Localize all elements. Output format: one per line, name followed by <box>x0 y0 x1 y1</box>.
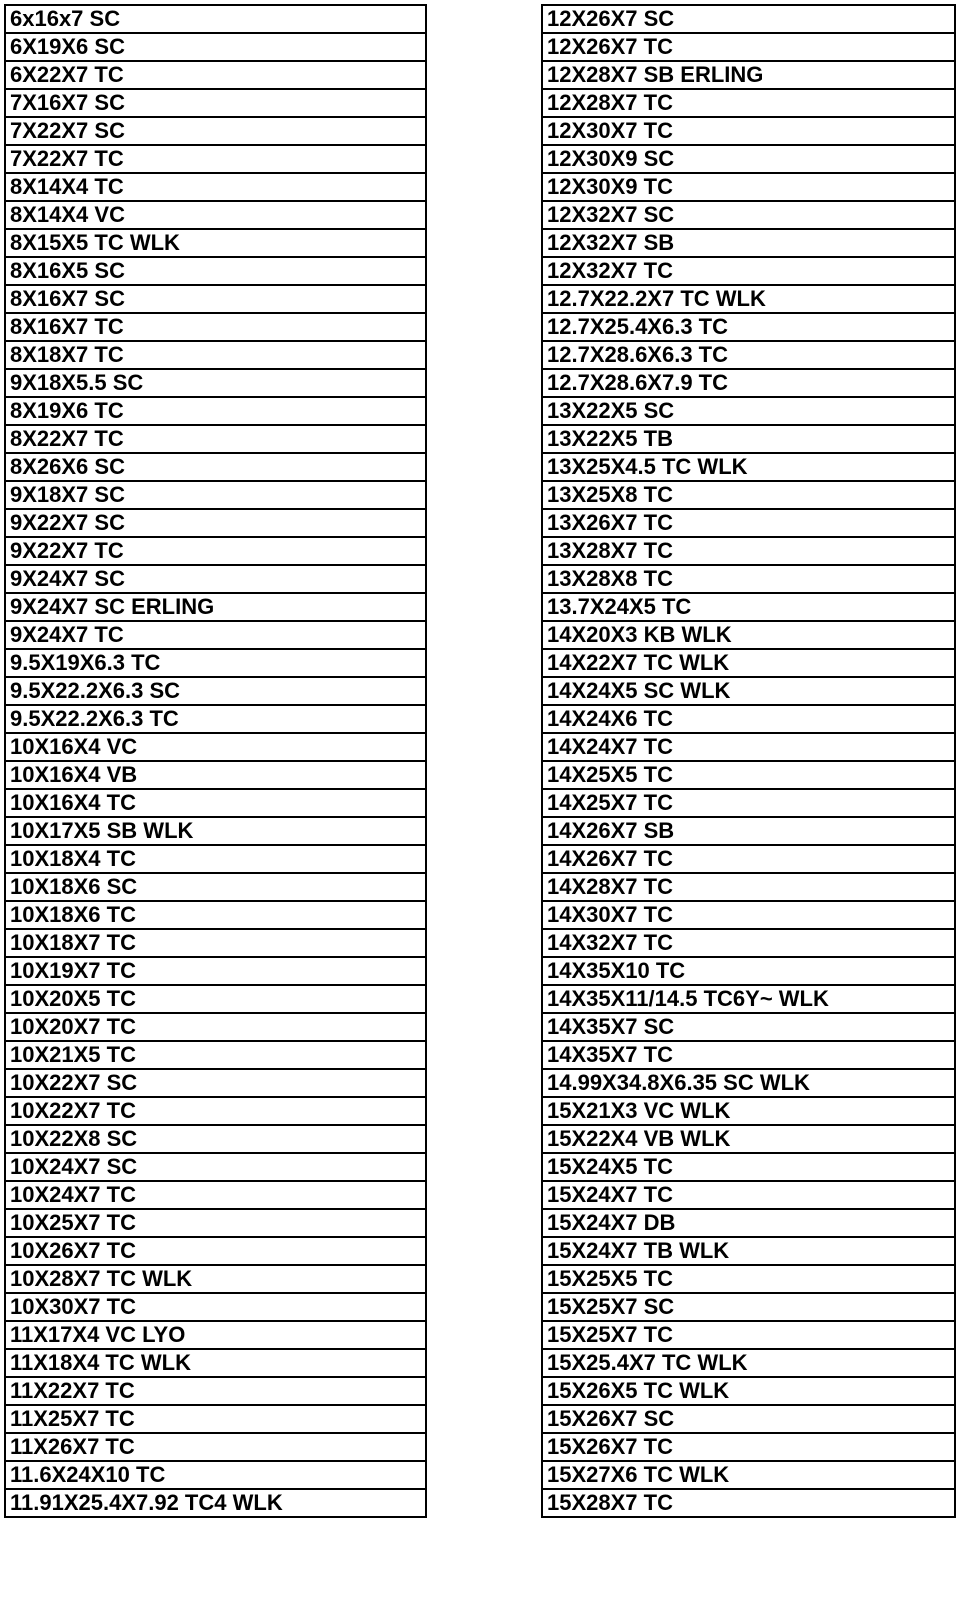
right-table-row <box>542 1181 955 1209</box>
right-part-cell: 15X28X7 TC <box>542 1489 955 1517</box>
left-part-cell: 11X25X7 TC <box>5 1405 426 1433</box>
right-table-row <box>542 229 955 257</box>
right-table-row <box>542 901 955 929</box>
left-part-cell: 6X19X6 SC <box>5 33 426 61</box>
right-table-row <box>542 341 955 369</box>
left-part-cell: 8X14X4 TC <box>5 173 426 201</box>
right-part-cell: 14X26X7 SB <box>542 817 955 845</box>
right-part-cell: 15X24X7 DB <box>542 1209 955 1237</box>
left-part-cell: 10X19X7 TC <box>5 957 426 985</box>
left-table-row <box>5 1433 426 1461</box>
left-part-cell: 10X30X7 TC <box>5 1293 426 1321</box>
right-table-row <box>542 5 955 33</box>
left-part-cell: 11X17X4 VC LYO <box>5 1321 426 1349</box>
left-table-row <box>5 397 426 425</box>
right-part-cell: 15X25X7 SC <box>542 1293 955 1321</box>
left-part-cell: 9.5X19X6.3 TC <box>5 649 426 677</box>
right-table-row <box>542 1265 955 1293</box>
left-table-row <box>5 229 426 257</box>
left-part-cell: 8X18X7 TC <box>5 341 426 369</box>
right-table-row <box>542 761 955 789</box>
left-part-cell: 10X16X4 TC <box>5 789 426 817</box>
right-part-cell: 12.7X28.6X6.3 TC <box>542 341 955 369</box>
left-part-cell: 10X18X7 TC <box>5 929 426 957</box>
right-table-row <box>542 1097 955 1125</box>
right-part-cell: 14X24X6 TC <box>542 705 955 733</box>
left-table-row <box>5 1237 426 1265</box>
right-table-row <box>542 313 955 341</box>
left-table-row <box>5 789 426 817</box>
right-table-row <box>542 929 955 957</box>
right-table-row <box>542 1405 955 1433</box>
left-table-row <box>5 1321 426 1349</box>
right-part-cell: 14X28X7 TC <box>542 873 955 901</box>
right-part-cell: 13X25X8 TC <box>542 481 955 509</box>
right-part-cell: 13X28X7 TC <box>542 537 955 565</box>
right-table-row <box>542 453 955 481</box>
right-part-cell: 15X21X3 VC WLK <box>542 1097 955 1125</box>
right-table-row <box>542 369 955 397</box>
right-part-cell: 12X30X7 TC <box>542 117 955 145</box>
left-part-cell: 10X16X4 VC <box>5 733 426 761</box>
left-table-row <box>5 649 426 677</box>
left-table-row <box>5 593 426 621</box>
right-part-cell: 12X30X9 SC <box>542 145 955 173</box>
left-part-cell: 9.5X22.2X6.3 SC <box>5 677 426 705</box>
left-table-row <box>5 369 426 397</box>
left-table-row <box>5 1209 426 1237</box>
right-table-row <box>542 509 955 537</box>
right-part-cell: 14X26X7 TC <box>542 845 955 873</box>
right-part-cell: 13X22X5 SC <box>542 397 955 425</box>
right-part-cell: 13.7X24X5 TC <box>542 593 955 621</box>
left-part-cell: 8X15X5 TC WLK <box>5 229 426 257</box>
left-table-row <box>5 621 426 649</box>
left-part-cell: 10X21X5 TC <box>5 1041 426 1069</box>
right-part-cell: 12X32X7 TC <box>542 257 955 285</box>
left-part-cell: 7X16X7 SC <box>5 89 426 117</box>
right-table-row <box>542 873 955 901</box>
right-table-row <box>542 425 955 453</box>
right-part-cell: 14X35X7 SC <box>542 1013 955 1041</box>
left-table-row <box>5 705 426 733</box>
right-part-cell: 14X35X10 TC <box>542 957 955 985</box>
right-part-cell: 14X25X5 TC <box>542 761 955 789</box>
right-table-row <box>542 257 955 285</box>
right-part-cell: 14X30X7 TC <box>542 901 955 929</box>
left-table-row <box>5 33 426 61</box>
right-part-cell: 15X25X5 TC <box>542 1265 955 1293</box>
left-part-cell: 11X26X7 TC <box>5 1433 426 1461</box>
right-column-body <box>542 5 955 1517</box>
left-table-row <box>5 873 426 901</box>
right-part-cell: 15X27X6 TC WLK <box>542 1461 955 1489</box>
left-table-row <box>5 1461 426 1489</box>
right-part-cell: 14X35X11/14.5 TC6Y~ WLK <box>542 985 955 1013</box>
left-part-cell: 8X16X7 TC <box>5 313 426 341</box>
right-table-row <box>542 677 955 705</box>
right-part-cell: 12X26X7 TC <box>542 33 955 61</box>
left-part-cell: 8X26X6 SC <box>5 453 426 481</box>
right-table-row <box>542 733 955 761</box>
left-table-row <box>5 1097 426 1125</box>
left-part-cell: 9.5X22.2X6.3 TC <box>5 705 426 733</box>
left-table-row <box>5 985 426 1013</box>
right-part-cell: 12X30X9 TC <box>542 173 955 201</box>
right-part-cell: 14X35X7 TC <box>542 1041 955 1069</box>
left-table-row <box>5 1405 426 1433</box>
right-table-row <box>542 1489 955 1517</box>
right-part-cell: 15X26X7 TC <box>542 1433 955 1461</box>
left-table-row <box>5 1125 426 1153</box>
left-part-cell: 9X18X7 SC <box>5 481 426 509</box>
left-table-row <box>5 1181 426 1209</box>
right-table-row <box>542 201 955 229</box>
right-table-row <box>542 1069 955 1097</box>
left-table-row <box>5 901 426 929</box>
left-table-row <box>5 1349 426 1377</box>
left-table-row <box>5 1265 426 1293</box>
right-part-cell: 12X26X7 SC <box>542 5 955 33</box>
left-table-row <box>5 285 426 313</box>
left-part-cell: 9X24X7 SC ERLING <box>5 593 426 621</box>
left-table-row <box>5 1013 426 1041</box>
left-table-row <box>5 1153 426 1181</box>
right-part-cell: 13X22X5 TB <box>542 425 955 453</box>
left-part-cell: 10X22X8 SC <box>5 1125 426 1153</box>
right-part-cell: 13X26X7 TC <box>542 509 955 537</box>
right-part-cell: 14X22X7 TC WLK <box>542 649 955 677</box>
left-part-cell: 10X26X7 TC <box>5 1237 426 1265</box>
left-table-row <box>5 929 426 957</box>
right-part-cell: 13X28X8 TC <box>542 565 955 593</box>
left-table-row <box>5 481 426 509</box>
right-table-row <box>542 1209 955 1237</box>
left-part-cell: 10X18X4 TC <box>5 845 426 873</box>
right-table-row <box>542 285 955 313</box>
left-table-row <box>5 201 426 229</box>
left-part-cell: 8X16X7 SC <box>5 285 426 313</box>
left-part-cell: 10X25X7 TC <box>5 1209 426 1237</box>
right-part-cell: 12X28X7 SB ERLING <box>542 61 955 89</box>
left-part-cell: 10X28X7 TC WLK <box>5 1265 426 1293</box>
left-part-cell: 9X22X7 SC <box>5 509 426 537</box>
right-table-row <box>542 1013 955 1041</box>
left-part-cell: 9X24X7 SC <box>5 565 426 593</box>
right-part-cell: 12X32X7 SC <box>542 201 955 229</box>
right-part-cell: 14.99X34.8X6.35 SC WLK <box>542 1069 955 1097</box>
left-table-row <box>5 173 426 201</box>
left-table-row <box>5 145 426 173</box>
right-table-row <box>542 817 955 845</box>
left-part-cell: 7X22X7 SC <box>5 117 426 145</box>
left-part-cell: 11.91X25.4X7.92 TC4 WLK <box>5 1489 426 1517</box>
right-table-row <box>542 1293 955 1321</box>
right-table-row <box>542 845 955 873</box>
right-table-row <box>542 145 955 173</box>
left-table-row <box>5 257 426 285</box>
right-table-row <box>542 33 955 61</box>
right-table-row <box>542 1349 955 1377</box>
left-part-cell: 10X20X5 TC <box>5 985 426 1013</box>
right-table-row <box>542 593 955 621</box>
right-part-cell: 15X26X5 TC WLK <box>542 1377 955 1405</box>
left-part-cell: 10X17X5 SB WLK <box>5 817 426 845</box>
left-part-cell: 7X22X7 TC <box>5 145 426 173</box>
right-part-cell: 12X28X7 TC <box>542 89 955 117</box>
right-part-cell: 12.7X25.4X6.3 TC <box>542 313 955 341</box>
right-part-cell: 12.7X22.2X7 TC WLK <box>542 285 955 313</box>
right-table-row <box>542 1321 955 1349</box>
left-part-cell: 8X16X5 SC <box>5 257 426 285</box>
left-part-cell: 10X22X7 SC <box>5 1069 426 1097</box>
left-table-row <box>5 957 426 985</box>
right-table-row <box>542 985 955 1013</box>
left-table-row <box>5 1041 426 1069</box>
left-table-row <box>5 1377 426 1405</box>
left-column-table <box>4 4 427 1518</box>
right-table-row <box>542 397 955 425</box>
left-part-cell: 10X18X6 TC <box>5 901 426 929</box>
right-part-cell: 14X20X3 KB WLK <box>542 621 955 649</box>
left-table-row <box>5 677 426 705</box>
right-table-row <box>542 1041 955 1069</box>
left-table-row <box>5 1069 426 1097</box>
right-table-row <box>542 537 955 565</box>
right-table-row <box>542 117 955 145</box>
right-part-cell: 15X25X7 TC <box>542 1321 955 1349</box>
left-table-row <box>5 537 426 565</box>
left-part-cell: 9X24X7 TC <box>5 621 426 649</box>
left-column-body <box>5 5 426 1517</box>
left-part-cell: 9X18X5.5 SC <box>5 369 426 397</box>
left-table-row <box>5 117 426 145</box>
left-table-row <box>5 61 426 89</box>
left-table-row <box>5 733 426 761</box>
left-part-cell: 11X18X4 TC WLK <box>5 1349 426 1377</box>
left-table-row <box>5 89 426 117</box>
left-part-cell: 8X19X6 TC <box>5 397 426 425</box>
right-table-row <box>542 621 955 649</box>
right-table-row <box>542 173 955 201</box>
right-part-cell: 15X24X5 TC <box>542 1153 955 1181</box>
left-part-cell: 10X22X7 TC <box>5 1097 426 1125</box>
left-part-cell: 10X20X7 TC <box>5 1013 426 1041</box>
right-part-cell: 13X25X4.5 TC WLK <box>542 453 955 481</box>
left-part-cell: 10X16X4 VB <box>5 761 426 789</box>
right-part-cell: 14X32X7 TC <box>542 929 955 957</box>
right-table-row <box>542 1237 955 1265</box>
right-table-row <box>542 61 955 89</box>
right-part-cell: 14X24X5 SC WLK <box>542 677 955 705</box>
right-column-table <box>541 4 956 1518</box>
left-table-row <box>5 453 426 481</box>
right-table-row <box>542 1153 955 1181</box>
right-part-cell: 15X22X4 VB WLK <box>542 1125 955 1153</box>
left-part-cell: 6x16x7 SC <box>5 5 426 33</box>
left-table-row <box>5 1489 426 1517</box>
left-table-row <box>5 817 426 845</box>
left-table-row <box>5 1293 426 1321</box>
right-part-cell: 15X24X7 TC <box>542 1181 955 1209</box>
left-table-row <box>5 845 426 873</box>
left-table-row <box>5 313 426 341</box>
right-table-row <box>542 957 955 985</box>
right-part-cell: 14X24X7 TC <box>542 733 955 761</box>
right-table-row <box>542 1125 955 1153</box>
left-part-cell: 9X22X7 TC <box>5 537 426 565</box>
right-part-cell: 12X32X7 SB <box>542 229 955 257</box>
right-table-row <box>542 481 955 509</box>
left-table-row <box>5 5 426 33</box>
right-table-row <box>542 1461 955 1489</box>
left-part-cell: 10X18X6 SC <box>5 873 426 901</box>
left-part-cell: 11.6X24X10 TC <box>5 1461 426 1489</box>
left-part-cell: 6X22X7 TC <box>5 61 426 89</box>
right-table-row <box>542 789 955 817</box>
right-part-cell: 15X25.4X7 TC WLK <box>542 1349 955 1377</box>
right-table-row <box>542 649 955 677</box>
left-table-row <box>5 565 426 593</box>
left-table-row <box>5 425 426 453</box>
right-part-cell: 15X26X7 SC <box>542 1405 955 1433</box>
left-part-cell: 8X14X4 VC <box>5 201 426 229</box>
right-part-cell: 15X24X7 TB WLK <box>542 1237 955 1265</box>
left-part-cell: 10X24X7 TC <box>5 1181 426 1209</box>
right-part-cell: 12.7X28.6X7.9 TC <box>542 369 955 397</box>
left-table-row <box>5 509 426 537</box>
right-table-row <box>542 705 955 733</box>
left-table-row <box>5 761 426 789</box>
right-table-row <box>542 1433 955 1461</box>
left-part-cell: 10X24X7 SC <box>5 1153 426 1181</box>
right-table-row <box>542 1377 955 1405</box>
left-part-cell: 11X22X7 TC <box>5 1377 426 1405</box>
right-part-cell: 14X25X7 TC <box>542 789 955 817</box>
right-table-row <box>542 89 955 117</box>
right-table-row <box>542 565 955 593</box>
left-table-row <box>5 341 426 369</box>
left-part-cell: 8X22X7 TC <box>5 425 426 453</box>
